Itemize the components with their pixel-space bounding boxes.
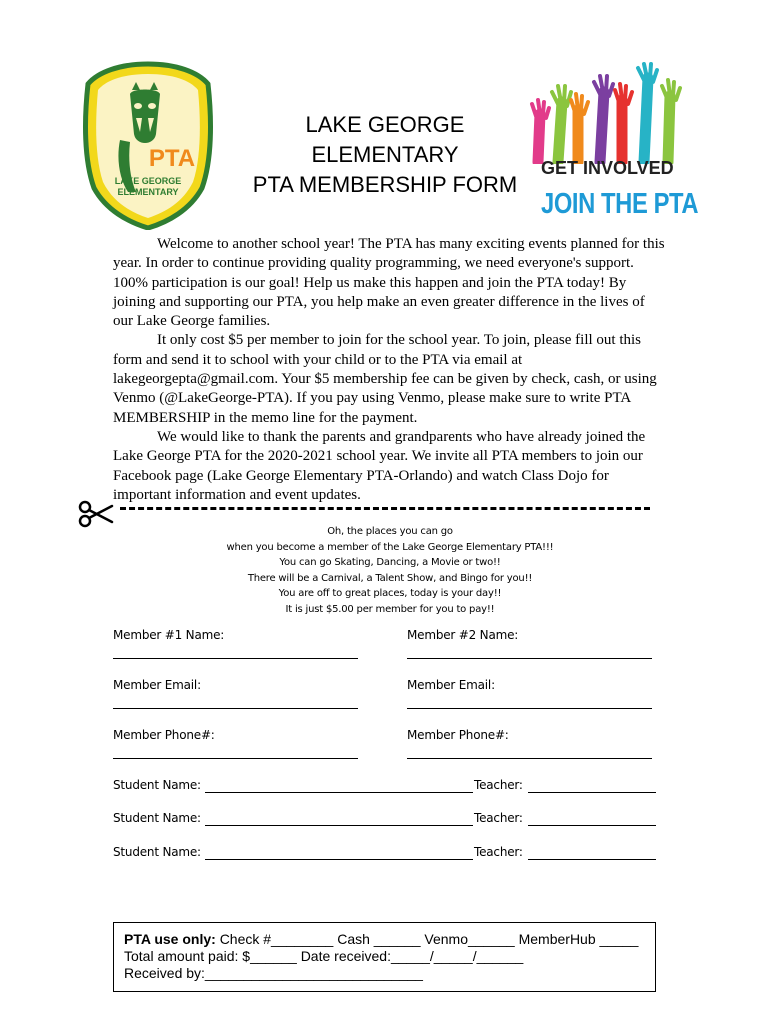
member2-email-label: Member Email: — [407, 678, 495, 692]
pta-box-line-3: Received by:____________________________ — [124, 965, 423, 981]
raised-hands-icon — [528, 62, 688, 164]
poem-line: There will be a Carnival, a Talent Show, and Bingo for you!! — [247, 572, 533, 584]
crest-pta-text: PTA — [148, 145, 196, 172]
student-name-field[interactable] — [205, 825, 473, 826]
title-line-2: ELEMENTARY — [311, 142, 459, 167]
intro-paragraph-3: We would like to thank the parents and grandparents who have already joined the Lake George PTA for the 2020-2021 school year. We invite all PTA members to join our Facebook page (Lake George Elementary PTA-Orlando) and watch Class Dojo for important information and event updates. — [113, 428, 646, 503]
member1-email-label: Member Email: — [113, 678, 201, 692]
get-involved-text: GET INVOLVED — [541, 158, 674, 178]
student-name-label: Student Name: — [113, 778, 201, 792]
member1-phone-label: Member Phone#: — [113, 728, 215, 742]
poem-line: when you become a member of the Lake George Elementary PTA!!! — [226, 541, 554, 553]
pta-box-line-2: Total amount paid: $______ Date received:_____/_____/______ — [124, 948, 524, 964]
member2-name-label: Member #2 Name: — [407, 628, 519, 642]
poem-line: Oh, the places you can go — [327, 526, 453, 537]
payment-fields: Check #________ Cash ______ Venmo______ MemberHub _____ — [219, 931, 639, 947]
scissors-icon — [78, 500, 114, 528]
poem-line: You can go Skating, Dancing, a Movie or two!! — [279, 557, 501, 569]
join-the-pta-text: JOIN THE PTA — [541, 188, 699, 220]
school-crest-logo — [80, 60, 216, 230]
member2-email-field[interactable] — [407, 708, 652, 709]
student-name-label: Student Name: — [113, 845, 201, 859]
member1-name-field[interactable] — [113, 658, 358, 659]
member2-phone-label: Member Phone#: — [407, 728, 509, 742]
teacher-field[interactable] — [528, 792, 656, 793]
student-name-field[interactable] — [205, 792, 473, 793]
teacher-field[interactable] — [528, 825, 656, 826]
teacher-label: Teacher: — [474, 811, 523, 825]
pta-box-line-1 — [124, 931, 645, 948]
member1-phone-field[interactable] — [113, 758, 358, 759]
intro-text — [113, 235, 665, 505]
teacher-field[interactable] — [528, 859, 656, 860]
member2-phone-field[interactable] — [407, 758, 652, 759]
intro-paragraph-2: It only cost $5 per member to join for the school year. To join, please fill out this form and send it to school with your child or to the PTA via email at lakegeorgepta@gmail.com. Your $5 membership fee can be given by check, cash, or using Venmo (@LakeGeorge-PTA). If you pay using Venmo, please make sure to write PTA MEMBERSHIP in the memo line for the payment. — [113, 332, 657, 426]
member2-name-field[interactable] — [407, 658, 652, 659]
pta-use-only-box — [113, 922, 656, 992]
poem-line: You are off to great places, today is your day!! — [278, 588, 502, 600]
teacher-label: Teacher: — [474, 778, 523, 792]
cut-line — [120, 507, 650, 510]
title-line-3: PTA MEMBERSHIP FORM — [252, 172, 518, 197]
intro-paragraph-1: Welcome to another school year! The PTA has many exciting events planned for this year. In order to continue providing quality programming, we need everyone's support. 100% participation is our goal! Help us make this happen and join the PTA today! By joining and supporting our PTA, you help make an even greater difference in the lives of our Lake George families. — [113, 236, 665, 330]
student-name-field[interactable] — [205, 859, 473, 860]
form-title — [205, 110, 565, 200]
teacher-label: Teacher: — [474, 845, 523, 859]
title-line-1: LAKE GEORGE — [305, 112, 465, 137]
crest-school-line2: ELEMENTARY — [117, 187, 179, 197]
crest-school-line1: LAKE GEORGE — [114, 176, 182, 186]
poem-line: It is just $5.00 per member for you to pay!! — [285, 603, 495, 615]
student-name-label: Student Name: — [113, 811, 201, 825]
pta-use-only-label: PTA use only: — [124, 931, 216, 947]
member1-email-field[interactable] — [113, 708, 358, 709]
poem — [110, 524, 670, 618]
member1-name-label: Member #1 Name: — [113, 628, 225, 642]
